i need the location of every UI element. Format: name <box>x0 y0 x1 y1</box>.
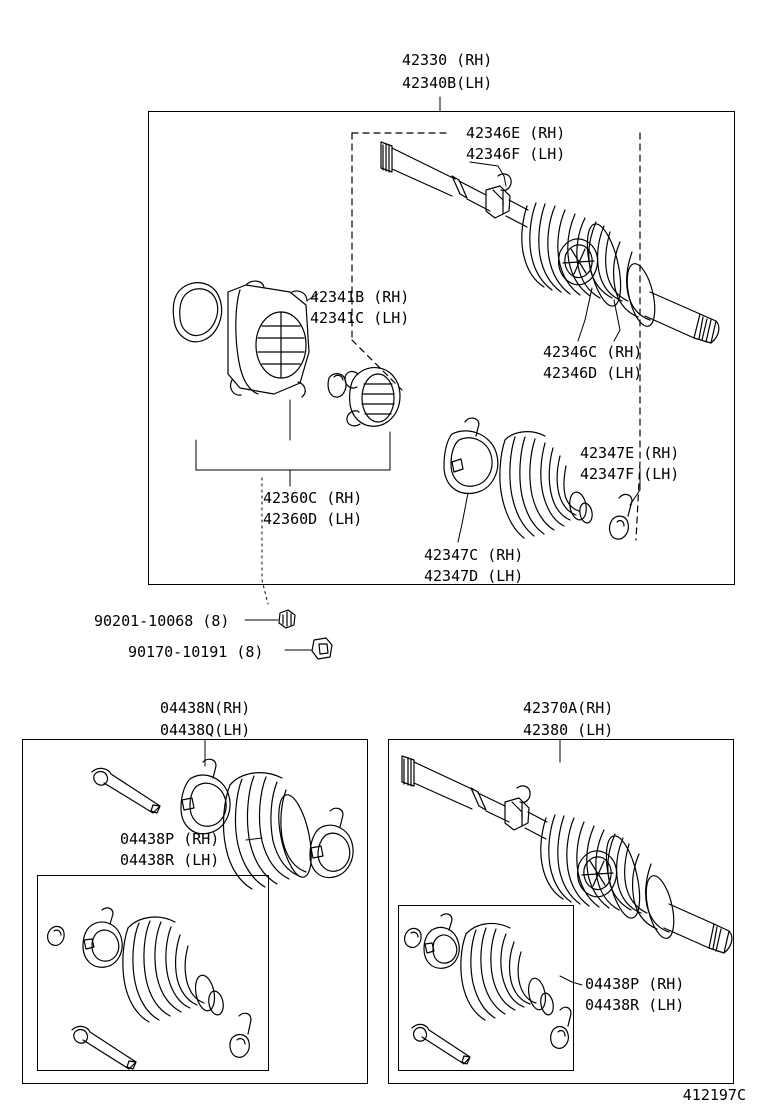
bottom-left-inset-frame <box>37 875 269 1071</box>
bottom-left-title-line1: 04438N(RH) <box>160 699 251 717</box>
label-42346E-line2: 42346F (LH) <box>466 145 566 163</box>
label-42346E-line1: 42346E (RH) <box>466 124 566 142</box>
label-42360C-line2: 42360D (LH) <box>263 510 363 528</box>
bottom-right-inner-label-line1: 04438P (RH) <box>585 975 685 993</box>
bottom-left-title-line2: 04438Q(LH) <box>160 721 251 739</box>
top-panel-title-line2: 42340B(LH) <box>402 74 493 92</box>
label-42346C-line1: 42346C (RH) <box>543 343 643 361</box>
label-42347C-line1: 42347C (RH) <box>424 546 524 564</box>
bottom-right-inner-label-line2: 04438R (LH) <box>585 996 685 1014</box>
label-42346C-line2: 42346D (LH) <box>543 364 643 382</box>
bottom-left-inner-label-line2: 04438R (LH) <box>120 851 220 869</box>
label-42360C-line1: 42360C (RH) <box>263 489 363 507</box>
label-42341B-line1: 42341B (RH) <box>310 288 410 306</box>
label-42347E-line1: 42347E (RH) <box>580 444 680 462</box>
top-panel-title-line1: 42330 (RH) <box>402 51 493 69</box>
top-panel-frame <box>148 111 735 585</box>
label-nut-90201: 90201-10068 (8) <box>94 612 230 630</box>
label-42347C-line2: 42347D (LH) <box>424 567 524 585</box>
bottom-left-inner-label-line1: 04438P (RH) <box>120 830 220 848</box>
bottom-right-inset-frame <box>398 905 574 1071</box>
bottom-right-title-line1: 42370A(RH) <box>523 699 614 717</box>
figure-code: 412197C <box>682 1086 746 1104</box>
label-42347E-line2: 42347F (LH) <box>580 465 680 483</box>
label-bolt-90170: 90170-10191 (8) <box>128 643 264 661</box>
bottom-right-title-line2: 42380 (LH) <box>523 721 614 739</box>
label-42341B-line2: 42341C (LH) <box>310 309 410 327</box>
